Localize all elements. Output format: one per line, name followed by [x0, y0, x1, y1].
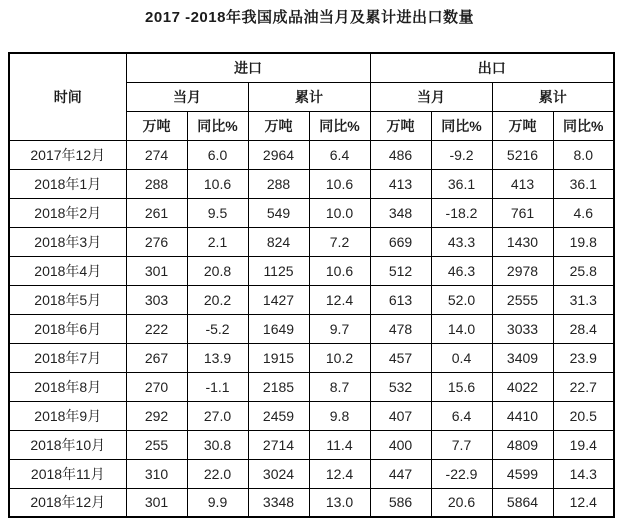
time-cell: 2018年9月	[9, 401, 126, 430]
table-row	[9, 372, 614, 401]
value-cell: 4809	[492, 430, 553, 459]
value-cell: 5864	[492, 488, 553, 517]
value-cell: 310	[126, 459, 187, 488]
value-cell: 5216	[492, 140, 553, 169]
value-cell: 19.4	[553, 430, 614, 459]
time-cell: 2018年12月	[9, 488, 126, 517]
time-cell: 2018年10月	[9, 430, 126, 459]
value-cell: 10.6	[309, 169, 370, 198]
value-cell: 255	[126, 430, 187, 459]
value-cell: 27.0	[187, 401, 248, 430]
col-header-time: 时间	[9, 53, 126, 140]
time-cell: 2017年12月	[9, 140, 126, 169]
value-cell: 301	[126, 256, 187, 285]
header-row-1	[9, 53, 614, 82]
value-cell: 512	[370, 256, 431, 285]
value-cell: 22.0	[187, 459, 248, 488]
value-cell: 36.1	[431, 169, 492, 198]
value-cell: 1915	[248, 343, 309, 372]
col-header-unit: 万吨	[248, 111, 309, 140]
value-cell: 301	[126, 488, 187, 517]
value-cell: 2714	[248, 430, 309, 459]
value-cell: 274	[126, 140, 187, 169]
value-cell: 1125	[248, 256, 309, 285]
value-cell: 13.0	[309, 488, 370, 517]
value-cell: 13.9	[187, 343, 248, 372]
value-cell: -18.2	[431, 198, 492, 227]
value-cell: 14.0	[431, 314, 492, 343]
value-cell: 2555	[492, 285, 553, 314]
value-cell: 413	[370, 169, 431, 198]
value-cell: 6.4	[431, 401, 492, 430]
value-cell: 1427	[248, 285, 309, 314]
value-cell: 2.1	[187, 227, 248, 256]
value-cell: 9.9	[187, 488, 248, 517]
value-cell: 486	[370, 140, 431, 169]
time-cell: 2018年8月	[9, 372, 126, 401]
col-header-yoy: 同比%	[431, 111, 492, 140]
value-cell: 7.2	[309, 227, 370, 256]
value-cell: 12.4	[309, 285, 370, 314]
value-cell: 270	[126, 372, 187, 401]
value-cell: 15.6	[431, 372, 492, 401]
value-cell: 12.4	[553, 488, 614, 517]
value-cell: 447	[370, 459, 431, 488]
value-cell: 1649	[248, 314, 309, 343]
value-cell: 457	[370, 343, 431, 372]
col-header-unit: 万吨	[370, 111, 431, 140]
value-cell: 6.4	[309, 140, 370, 169]
col-header-unit: 万吨	[492, 111, 553, 140]
value-cell: 2964	[248, 140, 309, 169]
value-cell: 586	[370, 488, 431, 517]
table-row	[9, 140, 614, 169]
table-row	[9, 314, 614, 343]
value-cell: 43.3	[431, 227, 492, 256]
time-cell: 2018年5月	[9, 285, 126, 314]
value-cell: 7.7	[431, 430, 492, 459]
table-row	[9, 169, 614, 198]
col-header-import-current-month: 当月	[126, 82, 248, 111]
value-cell: 2459	[248, 401, 309, 430]
value-cell: 6.0	[187, 140, 248, 169]
value-cell: 22.7	[553, 372, 614, 401]
col-header-export-current-month: 当月	[370, 82, 492, 111]
table-body	[9, 140, 614, 517]
value-cell: 1430	[492, 227, 553, 256]
table-row	[9, 488, 614, 517]
value-cell: 761	[492, 198, 553, 227]
table-header	[9, 53, 614, 140]
col-header-yoy: 同比%	[187, 111, 248, 140]
value-cell: 25.8	[553, 256, 614, 285]
table-row	[9, 198, 614, 227]
time-cell: 2018年1月	[9, 169, 126, 198]
time-cell: 2018年11月	[9, 459, 126, 488]
value-cell: 669	[370, 227, 431, 256]
table-row	[9, 343, 614, 372]
value-cell: 3033	[492, 314, 553, 343]
table-row	[9, 227, 614, 256]
value-cell: 10.6	[309, 256, 370, 285]
value-cell: 20.5	[553, 401, 614, 430]
value-cell: 14.3	[553, 459, 614, 488]
value-cell: 11.4	[309, 430, 370, 459]
table-row	[9, 285, 614, 314]
value-cell: 36.1	[553, 169, 614, 198]
value-cell: 8.0	[553, 140, 614, 169]
value-cell: 3348	[248, 488, 309, 517]
value-cell: 46.3	[431, 256, 492, 285]
value-cell: 3024	[248, 459, 309, 488]
col-header-import-cumulative: 累计	[248, 82, 370, 111]
value-cell: -5.2	[187, 314, 248, 343]
value-cell: 292	[126, 401, 187, 430]
table-row	[9, 256, 614, 285]
page-title: 2017 -2018年我国成品油当月及累计进出口数量	[145, 9, 474, 26]
col-header-yoy: 同比%	[553, 111, 614, 140]
col-header-export-cumulative: 累计	[492, 82, 614, 111]
value-cell: 478	[370, 314, 431, 343]
value-cell: 3409	[492, 343, 553, 372]
value-cell: 9.7	[309, 314, 370, 343]
value-cell: 31.3	[553, 285, 614, 314]
value-cell: 267	[126, 343, 187, 372]
value-cell: 824	[248, 227, 309, 256]
value-cell: 400	[370, 430, 431, 459]
value-cell: 2978	[492, 256, 553, 285]
value-cell: 9.5	[187, 198, 248, 227]
value-cell: 52.0	[431, 285, 492, 314]
col-header-unit: 万吨	[126, 111, 187, 140]
value-cell: 12.4	[309, 459, 370, 488]
time-cell: 2018年3月	[9, 227, 126, 256]
value-cell: 20.8	[187, 256, 248, 285]
value-cell: 0.4	[431, 343, 492, 372]
value-cell: 348	[370, 198, 431, 227]
value-cell: 9.8	[309, 401, 370, 430]
value-cell: 4022	[492, 372, 553, 401]
value-cell: 549	[248, 198, 309, 227]
value-cell: 276	[126, 227, 187, 256]
value-cell: 10.2	[309, 343, 370, 372]
value-cell: 30.8	[187, 430, 248, 459]
value-cell: 10.6	[187, 169, 248, 198]
value-cell: 2185	[248, 372, 309, 401]
value-cell: 288	[248, 169, 309, 198]
value-cell: 413	[492, 169, 553, 198]
col-header-import: 进口	[126, 53, 370, 82]
value-cell: 261	[126, 198, 187, 227]
value-cell: 222	[126, 314, 187, 343]
value-cell: 23.9	[553, 343, 614, 372]
oil-trade-table	[8, 52, 615, 518]
value-cell: 20.2	[187, 285, 248, 314]
table-row	[9, 459, 614, 488]
table-row	[9, 401, 614, 430]
time-cell: 2018年4月	[9, 256, 126, 285]
value-cell: 10.0	[309, 198, 370, 227]
table-row	[9, 430, 614, 459]
col-header-export: 出口	[370, 53, 614, 82]
value-cell: 20.6	[431, 488, 492, 517]
value-cell: -1.1	[187, 372, 248, 401]
value-cell: 288	[126, 169, 187, 198]
time-cell: 2018年6月	[9, 314, 126, 343]
value-cell: -22.9	[431, 459, 492, 488]
value-cell: 613	[370, 285, 431, 314]
value-cell: 407	[370, 401, 431, 430]
value-cell: 4599	[492, 459, 553, 488]
value-cell: 4.6	[553, 198, 614, 227]
value-cell: 8.7	[309, 372, 370, 401]
time-cell: 2018年2月	[9, 198, 126, 227]
value-cell: 28.4	[553, 314, 614, 343]
value-cell: -9.2	[431, 140, 492, 169]
value-cell: 4410	[492, 401, 553, 430]
time-cell: 2018年7月	[9, 343, 126, 372]
col-header-yoy: 同比%	[309, 111, 370, 140]
value-cell: 303	[126, 285, 187, 314]
value-cell: 532	[370, 372, 431, 401]
value-cell: 19.8	[553, 227, 614, 256]
